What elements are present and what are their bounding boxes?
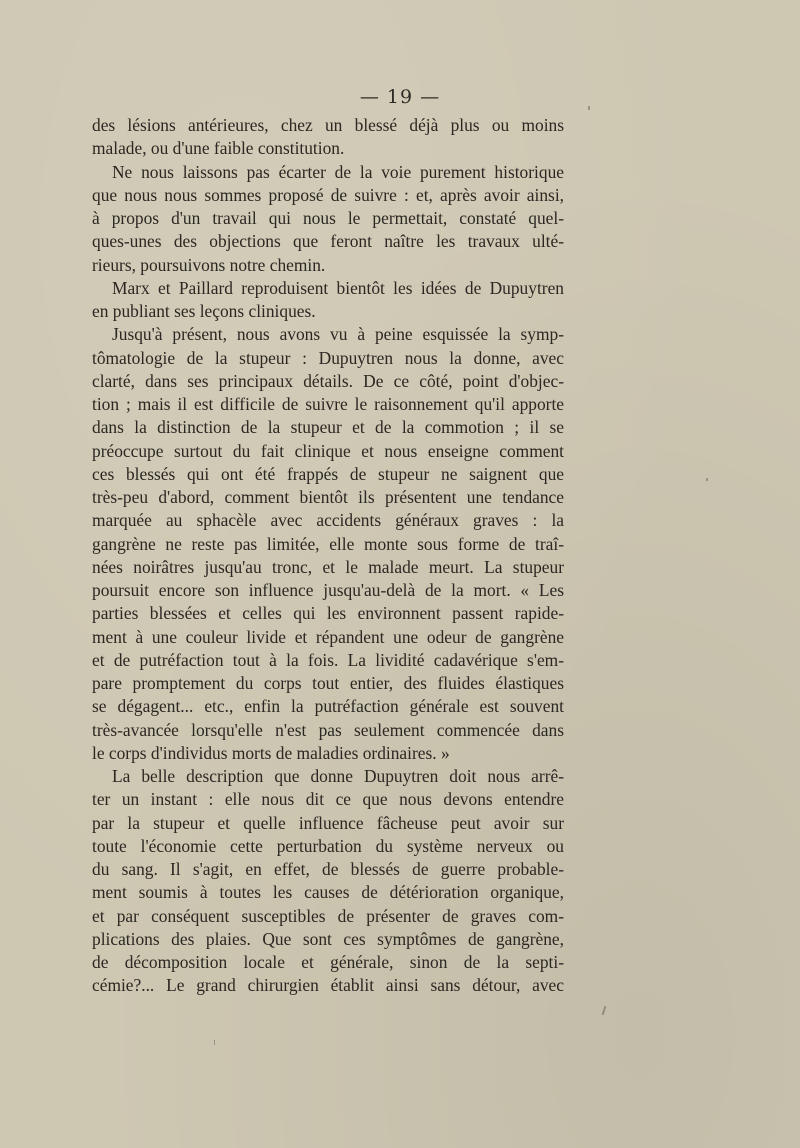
text-line: le corps d'individus morts de maladies ordinaires. » <box>92 742 450 763</box>
text-line: clarté, dans ses principaux détails. De ce côté, point d'objec- <box>92 370 564 391</box>
text-line: dans la distinction de la stupeur et de la commotion ; il se <box>92 417 564 438</box>
text-line: tion ; mais il est difficile de suivre le raisonnement qu'il apporte <box>92 394 564 414</box>
text-line: que nous nous sommes proposé de suivre : et, après avoir ainsi, <box>92 184 564 205</box>
text-line: préoccupe surtout du fait clinique et nous enseigne comment <box>92 440 564 461</box>
text-line: pare promptement du corps tout entier, des fluides élastiques <box>92 673 564 693</box>
text-line: plications des plaies. Que sont ces symptômes de gangrène, <box>92 928 564 949</box>
text-line: ces blessés qui ont été frappés de stupeur ne saignent que <box>92 463 564 484</box>
text-line: de décomposition locale et générale, sinon de la septi- <box>92 952 564 972</box>
paper-speck <box>706 478 708 481</box>
text-line: malade, ou d'une faible constitution. <box>92 138 345 159</box>
text-line: Jusqu'à présent, nous avons vu à peine esquissée la symp- <box>112 324 564 345</box>
text-line: cémie?... Le grand chirurgien établit ainsi sans détour, avec <box>92 975 564 996</box>
page-number: — 19 — <box>359 86 441 108</box>
text-line: ment à une couleur livide et répandent une odeur de gangrène <box>92 626 564 647</box>
text-line: marquée au sphacèle avec accidents généraux graves : la <box>92 510 564 531</box>
text-line: par la stupeur et quelle influence fâcheuse peut avoir sur <box>92 812 564 833</box>
text-line: ques-unes des objections que feront naître les travaux ulté- <box>92 231 564 252</box>
text-line: gangrène ne reste pas limitée, elle monte sous forme de traî- <box>92 533 564 554</box>
text-line: poursuit encore son influence jusqu'au-delà de la mort. « Les <box>92 580 564 600</box>
paper-speck <box>602 1006 607 1015</box>
text-line: nées noirâtres jusqu'au tronc, et le malade meurt. La stupeur <box>92 556 564 577</box>
text-line: très-avancée lorsqu'elle n'est pas seulement commencée dans <box>92 719 564 740</box>
text-line: en publiant ses leçons cliniques. <box>92 301 316 321</box>
text-line: La belle description que donne Dupuytren doit nous arrê- <box>112 766 564 786</box>
text-line: toute l'économie cette perturbation du système nerveux ou <box>92 835 564 856</box>
paper-speck <box>588 106 590 110</box>
text-line: et par conséquent susceptibles de présenter de graves com- <box>92 905 564 926</box>
text-line: Marx et Paillard reproduisent bientôt les idées de Dupuytren <box>112 277 564 298</box>
body-text <box>92 114 564 998</box>
text-line: ment soumis à toutes les causes de détérioration organique, <box>92 882 564 903</box>
text-line: à propos d'un travail qui nous le permettait, constaté quel- <box>92 208 564 228</box>
text-line: se dégagent... etc., enfin la putréfaction générale est souvent <box>92 696 564 717</box>
text-line: ter un instant : elle nous dit ce que nous devons entendre <box>92 789 564 810</box>
text-line: parties blessées et celles qui les environnent passent rapide- <box>92 603 564 624</box>
text-line: rieurs, poursuivons notre chemin. <box>92 254 326 275</box>
text-line: très-peu d'abord, comment bientôt ils présentent une tendance <box>92 487 564 507</box>
text-line: du sang. Il s'agit, en effet, de blessés de guerre probable- <box>92 859 564 879</box>
text-line: Ne nous laissons pas écarter de la voie purement historique <box>112 161 564 182</box>
text-line: et de putréfaction tout à la fois. La lividité cadavérique s'em- <box>92 649 564 670</box>
text-line: des lésions antérieures, chez un blessé déjà plus ou moins <box>92 115 564 135</box>
paper-speck <box>214 1040 215 1045</box>
text-line: tômatologie de la stupeur : Dupuytren nous la donne, avec <box>92 347 564 368</box>
